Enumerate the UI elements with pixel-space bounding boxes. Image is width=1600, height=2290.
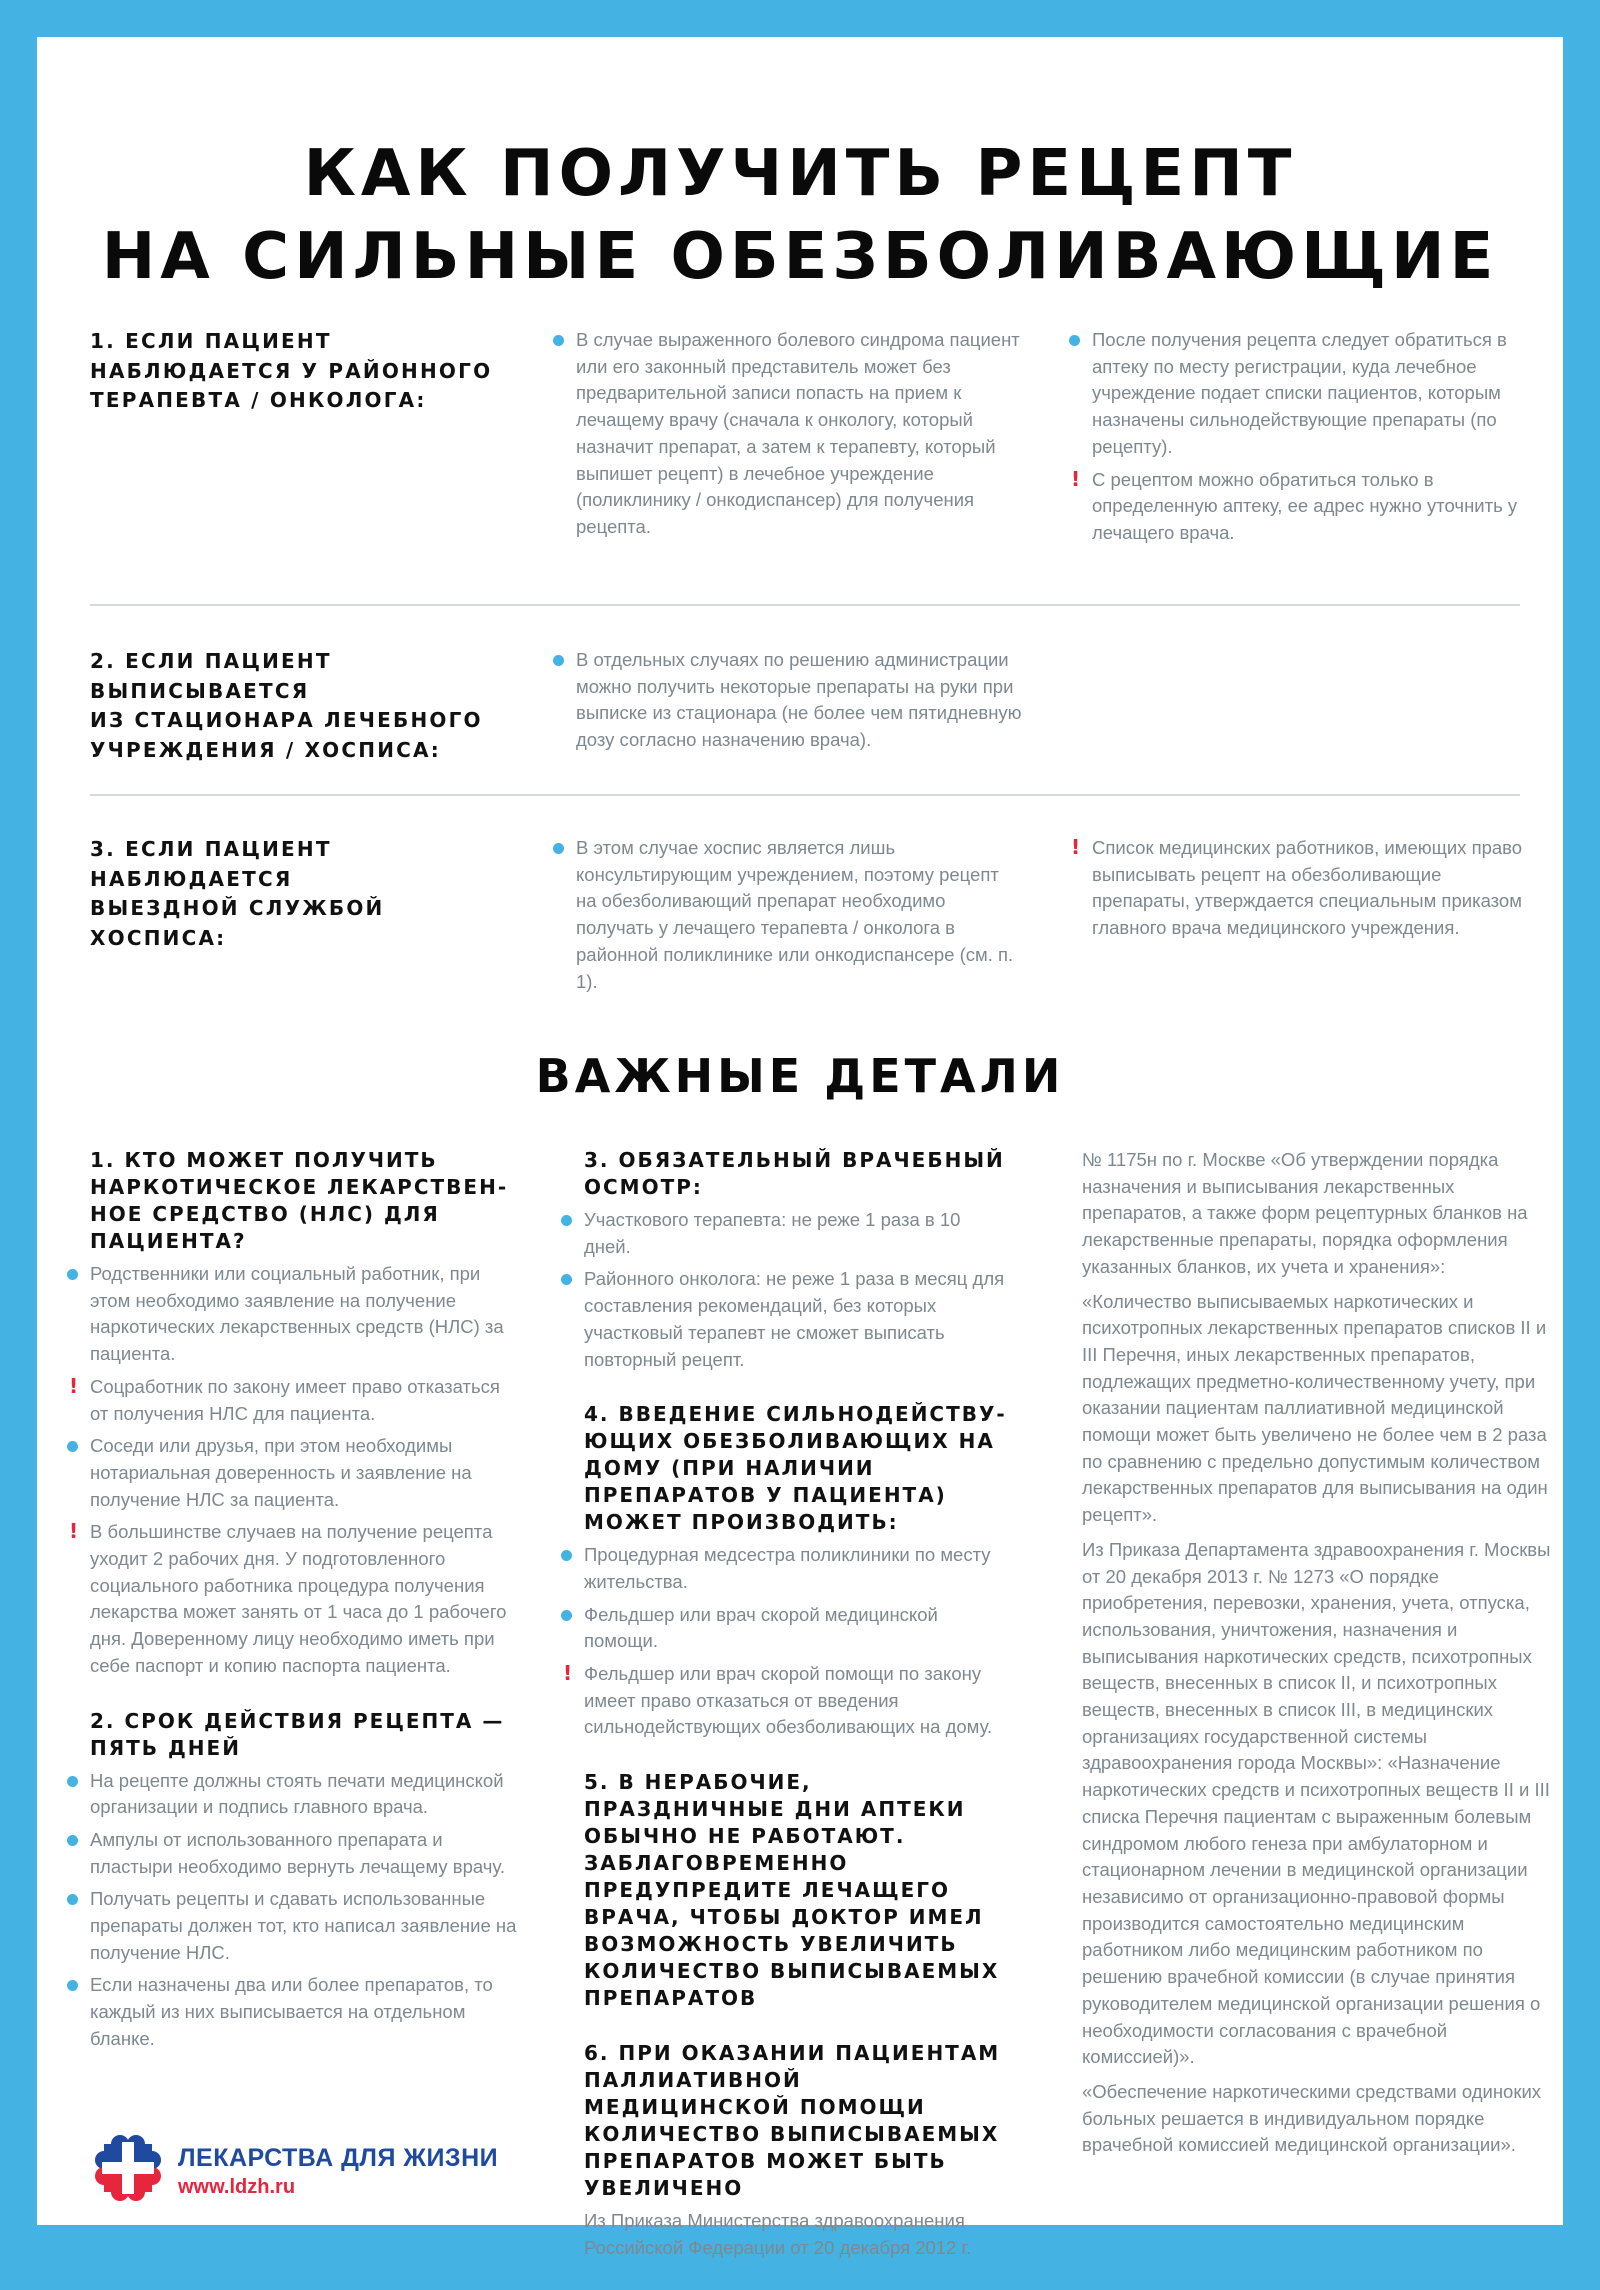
- bullet-dot-icon: [553, 655, 564, 666]
- warning-exclamation-icon: !: [1071, 835, 1081, 859]
- list-item: Соседи или друзья, при этом необходимы нотариальная доверенность и заявление на получение НЛС за пациента.: [67, 1433, 517, 1513]
- detail-heading: 3. ОБЯЗАТЕЛЬНЫЙ ВРАЧЕБНЫЙ ОСМОТР:: [584, 1148, 1005, 1199]
- detail-block: [561, 1401, 1011, 1741]
- bullet-dot-icon: [561, 1215, 572, 1226]
- case-label: 2. ЕСЛИ ПАЦИЕНТ ВЫПИСЫВАЕТСЯ ИЗ СТАЦИОНАРА ЛЕЧЕБНОГО УЧРЕЖДЕНИЯ / ХОСПИСА:: [90, 649, 483, 762]
- case-label: 1. ЕСЛИ ПАЦИЕНТ НАБЛЮДАЕТСЯ У РАЙОННОГО ТЕРАПЕВТА / ОНКОЛОГА:: [90, 329, 493, 412]
- divider: [90, 794, 1520, 796]
- bullet-dot-icon: [561, 1610, 572, 1621]
- bullet-dot-icon: [67, 1441, 78, 1452]
- list-item: Родственники или социальный работник, при этом необходимо заявление на получение наркотических лекарственных средств (НЛС) за пациента.: [67, 1261, 517, 1368]
- bullet-dot-icon: [67, 1776, 78, 1787]
- list-item: Если назначены два или более препаратов, то каждый из них выписывается на отдельном бланке.: [67, 1972, 517, 2052]
- bullet-dot-icon: [561, 1274, 572, 1285]
- case-column-c: [1069, 327, 1539, 553]
- warning-item: ! Фельдшер или врач скорой помощи по закону имеет право отказаться от введения сильнодействующих обезболивающих на дому.: [563, 1661, 993, 1738]
- warning-item: ! Соцработник по закону имеет право отказаться от получения НЛС для пациента.: [69, 1373, 500, 1424]
- bullet-dot-icon: [67, 1894, 78, 1905]
- case-column-c: [1069, 835, 1539, 948]
- organization-logo[interactable]: [94, 2132, 514, 2212]
- list-item: В этом случае хоспис является лишь консультирующим учреждением, поэтому рецепт на обезболивающий препарат необходимо получать у лечащего терапевта / онколога в районной поликлинике или онкодиспансере (см. п. 1).: [553, 835, 1023, 995]
- list-item: Получать рецепты и сдавать использованные препараты должен тот, кто написал заявление на получение НЛС.: [67, 1886, 517, 1966]
- list-item: На рецепте должны стоять печати медицинской организации и подпись главного врача.: [67, 1768, 517, 1821]
- detail-block: [561, 1147, 1011, 1373]
- detail-block: [561, 1769, 1011, 2012]
- warning-exclamation-icon: !: [563, 1661, 573, 1686]
- case-column-b: [553, 835, 1023, 1001]
- organization-name: ЛЕКАРСТВА ДЛЯ ЖИЗНИ: [178, 2144, 499, 2172]
- warning-item: ! В большинстве случаев на получение рецепта уходит 2 рабочих дня. У подготовленного социального работника процедура получения лекарства может занять от 1 часа до 1 рабочего дня. Доверенному лицу необходимо иметь при себе паспорт и копию паспорта пациента.: [69, 1519, 507, 1676]
- list-item: Участкового терапевта: не реже 1 раза в 10 дней.: [561, 1207, 1011, 1260]
- warning-exclamation-icon: !: [1071, 466, 1081, 491]
- poster-card: [37, 37, 1563, 2258]
- detail-heading: 2. СРОК ДЕЙСТВИЯ РЕЦЕПТА — ПЯТЬ ДНЕЙ: [90, 1708, 505, 1760]
- clover-cross-logo-icon: [94, 2134, 162, 2202]
- details-column-1: [67, 1147, 517, 2081]
- case-column-b: [553, 327, 1023, 547]
- case-label: 3. ЕСЛИ ПАЦИЕНТ НАБЛЮДАЕТСЯ ВЫЕЗДНОЙ СЛУЖБОЙ ХОСПИСА:: [90, 837, 385, 950]
- bullet-dot-icon: [1069, 335, 1080, 346]
- title-line-1: КАК ПОЛУЧИТЬ РЕЦЕПТ: [303, 137, 1297, 211]
- case-column-b: [553, 647, 1023, 760]
- bullet-dot-icon: [67, 1980, 78, 1991]
- details-column-3: [1082, 1147, 1552, 2167]
- organization-website-link[interactable]: www.ldzh.ru: [178, 2176, 296, 2198]
- detail-block: [67, 1147, 517, 1680]
- detail-heading: 5. В НЕРАБОЧИЕ, ПРАЗДНИЧНЫЕ ДНИ АПТЕКИ ОБЫЧНО НЕ РАБОТАЮТ. ЗАБЛАГОВРЕМЕННО ПРЕДУПРЕДИТЕ ЛЕЧАЩЕГО ВРАЧА, ЧТОБЫ ДОКТОР ИМЕЛ ВОЗМОЖНОСТЬ УВЕЛИЧИТЬ КОЛИЧЕСТВО ВЫПИСЫВАЕМЫХ ПРЕПАРАТОВ: [584, 1770, 1000, 2011]
- list-item: Ампулы от использованного препарата и пластыри необходимо вернуть лечащему врачу.: [67, 1827, 517, 1880]
- details-column-2: [561, 1147, 1011, 2290]
- title-line-2: НА СИЛЬНЫЕ ОБЕЗБОЛИВАЮЩИЕ: [101, 220, 1499, 294]
- list-item: В отдельных случаях по решению администрации можно получить некоторые препараты на руки при выписке из стационара (не более чем пятидневную дозу согласно назначению врача).: [553, 647, 1023, 754]
- list-item: В случае выраженного болевого синдрома пациент или его законный представитель может без предварительной записи попасть на прием к лечащему врачу (сначала к онкологу, который назначит препарат, а затем к терапевту, который выпишет рецепт) в лечебное учреждение (поликлинику / онкодиспансер) для получения рецепта.: [553, 327, 1023, 541]
- bullet-dot-icon: [561, 1550, 572, 1561]
- legal-quote: «Количество выписываемых наркотических и психотропных лекарственных препаратов списков II и III Перечня, иных лекарственных препаратов, подлежащих предметно-количественному учету, при оказании пациентам паллиативной медицинской помощи может быть увеличено не более чем в 2 раза по сравнению с предельно допустимым количеством лекарственных препаратов для выписывания на один рецепт».: [1082, 1290, 1548, 1526]
- legal-quote: № 1175н по г. Москве «Об утверждении порядка назначения и выписывания лекарственных препаратов, а также форм рецептурных бланков на лекарственные препараты, порядка оформления указанных бланков, их учета и хранения»:: [1082, 1149, 1528, 1277]
- list-item: Фельдшер или врач скорой медицинской помощи.: [561, 1602, 1011, 1655]
- list-item: Районного онколога: не реже 1 раза в месяц для составления рекомендаций, без которых участковый терапевт не сможет выписать повторный рецепт.: [561, 1266, 1011, 1373]
- divider: [90, 604, 1520, 606]
- warning-exclamation-icon: !: [69, 1519, 79, 1544]
- warning-item: ! Список медицинских работников, имеющих право выписывать рецепт на обезболивающие препараты, утверждается специальным приказом главного врача медицинского учреждения.: [1071, 835, 1523, 939]
- detail-heading: 4. ВВЕДЕНИЕ СИЛЬНОДЕЙСТВУЮЩИХ ОБЕЗБОЛИВАЮЩИХ НА ДОМУ (ПРИ НАЛИЧИИ ПРЕПАРАТОВ У ПАЦИЕНТА) МОЖЕТ ПРОИЗВОДИТЬ:: [584, 1402, 1005, 1535]
- detail-heading: 1. КТО МОЖЕТ ПОЛУЧИТЬ НАРКОТИЧЕСКОЕ ЛЕКАРСТВЕННОЕ СРЕДСТВО (НЛС) ДЛЯ ПАЦИЕНТА?: [90, 1148, 507, 1253]
- bullet-dot-icon: [67, 1835, 78, 1846]
- bullet-dot-icon: [67, 1269, 78, 1280]
- detail-text: Из Приказа Министерства здравоохранения Российской Федерации от 20 декабря 2012 г.: [584, 2210, 972, 2258]
- detail-block: [67, 1708, 517, 2053]
- list-item: Процедурная медсестра поликлиники по месту жительства.: [561, 1542, 1011, 1595]
- page-title: [37, 133, 1563, 299]
- list-item: После получения рецепта следует обратиться в аптеку по месту регистрации, куда лечебное учреждение подает списки пациентов, которым назначены сильнодействующие препараты (по рецепту).: [1069, 327, 1539, 461]
- legal-quote: «Обеспечение наркотическими средствами одиноких больных решается в индивидуальном порядке врачебной комиссией медицинской организации».: [1082, 2080, 1542, 2156]
- warning-exclamation-icon: !: [69, 1373, 79, 1398]
- section-title-details: ВАЖНЫЕ ДЕТАЛИ: [535, 1049, 1065, 1103]
- detail-heading: 6. ПРИ ОКАЗАНИИ ПАЦИЕНТАМ ПАЛЛИАТИВНОЙ МЕДИЦИНСКОЙ ПОМОЩИ КОЛИЧЕСТВО ВЫПИСЫВАЕМЫХ ПРЕПАРАТОВ МОЖЕТ БЫТЬ УВЕЛИЧЕНО: [584, 2041, 1001, 2201]
- warning-item: ! С рецептом можно обратиться только в определенную аптеку, ее адрес нужно уточнить у лечащего врача.: [1071, 466, 1518, 543]
- bullet-dot-icon: [553, 335, 564, 346]
- detail-block: [561, 2040, 1011, 2261]
- bullet-dot-icon: [553, 843, 564, 854]
- legal-quote: Из Приказа Департамента здравоохранения г. Москвы от 20 декабря 2013 г. № 1273 «О порядке приобретения, перевозки, хранения, учета, отпуска, использования, уничтожения, назначения и выписывания наркотических средств, психотропных веществ, внесенных в список II, и психотропных веществ, внесенных в список III, в медицинских организациях государственной системы здравоохранения города Москвы»: «Назначение наркотических средств и психотропных веществ II и III списка Перечня пациентам с выраженным болевым синдромом любого генеза при амбулаторном и стационарном лечении в медицинской организации независимо от организационно-правовой формы производится самостоятельно медицинским работником либо медицинским работником по решению врачебной комиссии (в случае принятия руководителем медицинской организации решения о необходимости согласования с врачебной комиссией)».: [1082, 1538, 1551, 2068]
